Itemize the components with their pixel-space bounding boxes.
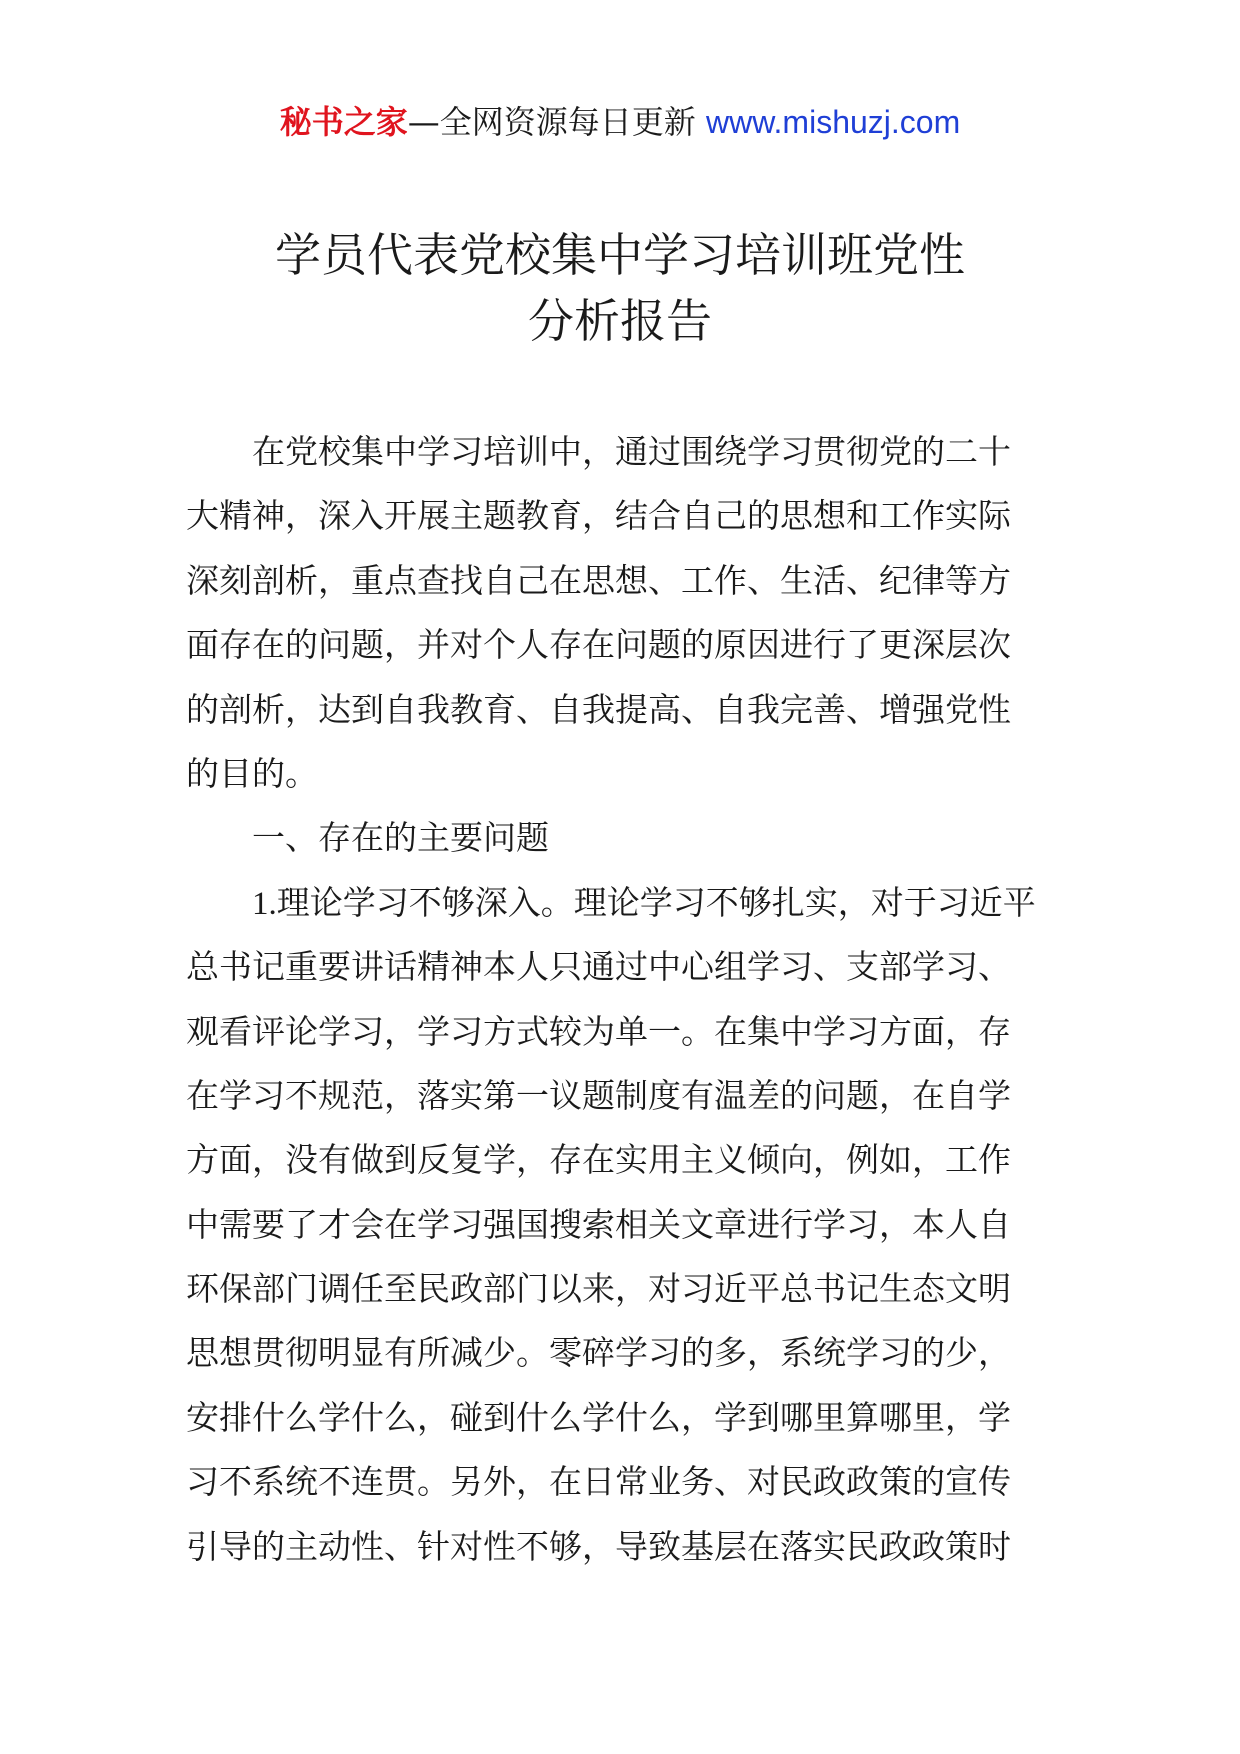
item-paragraph-line: [186, 871, 1056, 935]
item-line-text: 理论学习不够深入。理论学习不够扎实，对于习近平: [276, 882, 1036, 922]
intro-paragraph-line: 大精神，深入开展主题教育，结合自己的思想和工作实际: [186, 496, 1011, 536]
item-paragraph-line: 总书记重要讲话精神本人只通过中心组学习、支部学习、: [186, 947, 1011, 987]
intro-paragraph-line: 的目的。: [186, 753, 318, 793]
item-paragraph-line: 在学习不规范，落实第一议题制度有温差的问题，在自学: [186, 1075, 1011, 1115]
intro-paragraph-line: 深刻剖析，重点查找自己在思想、工作、生活、纪律等方: [186, 560, 1011, 600]
item-paragraph-line: 引导的主动性、针对性不够，导致基层在落实民政政策时: [186, 1526, 1011, 1566]
item-paragraph-line: 方面，没有做到反复学，存在实用主义倾向，例如，工作: [186, 1140, 1011, 1180]
item-paragraph-line: 中需要了才会在学习强国搜索相关文章进行学习，本人自: [186, 1204, 1011, 1244]
item-paragraph-line: 环保部门调任至民政部门以来，对习近平总书记生态文明: [186, 1269, 1011, 1309]
item-paragraph-line: 安排什么学什么，碰到什么学什么，学到哪里算哪里，学: [186, 1397, 1011, 1437]
intro-paragraph-line: 面存在的问题，并对个人存在问题的原因进行了更深层次: [186, 625, 1011, 665]
item-paragraph-line: 思想贯彻明显有所减少。零碎学习的多，系统学习的少，: [186, 1333, 1011, 1373]
intro-paragraph-line: 的剖析，达到自我教育、自我提高、自我完善、增强党性: [186, 689, 1011, 729]
site-url-link[interactable]: www.mishuzj.com: [705, 104, 961, 140]
item-number: 1.: [252, 885, 277, 922]
section-heading: 一、存在的主要问题: [252, 818, 549, 858]
site-tagline: —全网资源每日更新: [407, 103, 706, 141]
document-title-line-2: 分析报告: [528, 294, 712, 348]
document-title: [0, 222, 1240, 354]
site-brand-name: 秘书之家: [279, 103, 408, 141]
item-paragraph-line: 习不系统不连贯。另外，在日常业务、对民政政策的宣传: [186, 1462, 1011, 1502]
intro-paragraph-line: 在党校集中学习培训中，通过围绕学习贯彻党的二十: [252, 432, 1011, 471]
document-title-line-1: 学员代表党校集中学习培训班党性: [275, 228, 965, 282]
item-paragraph-line: 观看评论学习，学习方式较为单一。在集中学习方面，存: [186, 1011, 1011, 1051]
site-header-banner: [0, 100, 1240, 144]
document-body: [186, 420, 1056, 1579]
